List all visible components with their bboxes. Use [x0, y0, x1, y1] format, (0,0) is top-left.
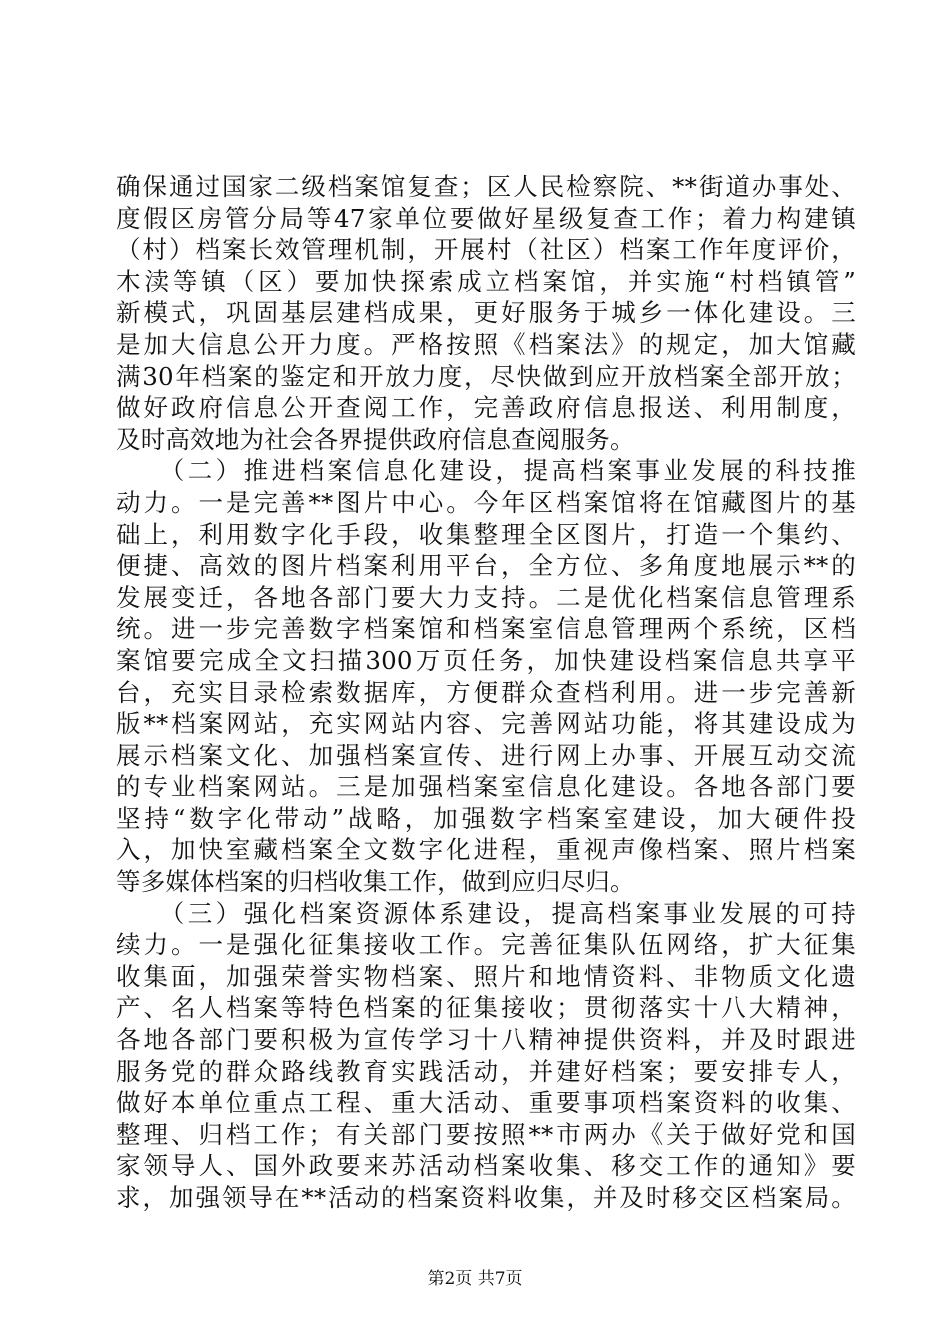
text-line: 做好本单位重点工程、重大活动、重要事项档案资料的收集、: [116, 1088, 856, 1118]
text-line: 做好政府信息公开查阅工作，完善政府信息报送、利用制度，: [116, 393, 856, 423]
text-line: 各地各部门要积极为宣传学习十八精神提供资料，并及时跟进: [116, 1025, 856, 1055]
text-line: 续力。一是强化征集接收工作。完善征集队伍网络，扩大征集: [116, 930, 856, 960]
text-line: 是加大信息公开力度。严格按照《档案法》的规定，加大馆藏: [116, 329, 856, 359]
text-line: 便捷、高效的图片档案利用平台，全方位、多角度地展示**的: [116, 551, 856, 581]
text-line: 收集面，加强荣誉实物档案、照片和地情资料、非物质文化遗: [116, 961, 856, 991]
document-body: [116, 171, 856, 1214]
text-line: 确保通过国家二级档案馆复查；区人民检察院、**街道办事处、: [116, 172, 856, 201]
text-line: （三）强化档案资源体系建设，提高档案事业发展的可持: [116, 898, 856, 928]
text-line: 入，加快室藏档案全文数字化进程，重视声像档案、照片档案: [116, 835, 856, 865]
text-line: 度假区房管分局等47家单位要做好星级复查工作；着力构建镇: [116, 203, 856, 233]
text-line: 展示档案文化、加强档案宣传、进行网上办事、开展互动交流: [116, 740, 856, 770]
text-line: 础上，利用数字化手段，收集整理全区图片，打造一个集约、: [116, 519, 856, 549]
text-line: 及时高效地为社会各界提供政府信息查阅服务。: [116, 424, 635, 454]
text-line: 等多媒体档案的归档收集工作，做到应归尽归。: [116, 867, 635, 897]
text-line: 新模式，巩固基层建档成果，更好服务于城乡一体化建设。三: [116, 298, 856, 328]
text-line: 产、名人档案等特色档案的征集接收；贯彻落实十八大精神，: [116, 993, 856, 1023]
text-line: 案馆要完成全文扫描300万页任务，加快建设档案信息共享平: [116, 645, 856, 675]
text-line: 统。进一步完善数字档案馆和档案室信息管理两个系统，区档: [116, 614, 856, 644]
text-line: （二）推进档案信息化建设，提高档案事业发展的科技推: [116, 456, 856, 486]
text-line: 动力。一是完善**图片中心。今年区档案馆将在馆藏图片的基: [116, 487, 856, 517]
text-line: 满30年档案的鉴定和开放力度，尽快做到应开放档案全部开放；: [116, 361, 856, 391]
text-line: 版**档案网站，充实网站内容、完善网站功能，将其建设成为: [116, 709, 856, 739]
text-line: 台，充实目录检索数据库，方便群众查档利用。进一步完善新: [116, 677, 856, 707]
page-footer: 第2页 共7页: [427, 1269, 523, 1289]
text-line: 求，加强领导在**活动的档案资料收集，并及时移交区档案局。: [116, 1183, 856, 1212]
text-line: 坚持“数字化带动”战略，加强数字档案室建设，加大硬件投: [116, 803, 856, 833]
text-line: 木渎等镇（区）要加快探索成立档案馆，并实施“村档镇管”: [116, 266, 856, 296]
text-line: 家领导人、国外政要来苏活动档案收集、移交工作的通知》要: [116, 1151, 856, 1181]
text-line: （村）档案长效管理机制，开展村（社区）档案工作年度评价，: [116, 235, 856, 265]
text-line: 的专业档案网站。三是加强档案室信息化建设。各地各部门要: [116, 772, 856, 802]
text-line: 发展变迁，各地各部门要大力支持。二是优化档案信息管理系: [116, 582, 856, 612]
text-line: 服务党的群众路线教育实践活动，并建好档案；要安排专人，: [116, 1056, 856, 1086]
text-line: 整理、归档工作；有关部门要按照**市两办《关于做好党和国: [116, 1119, 856, 1149]
